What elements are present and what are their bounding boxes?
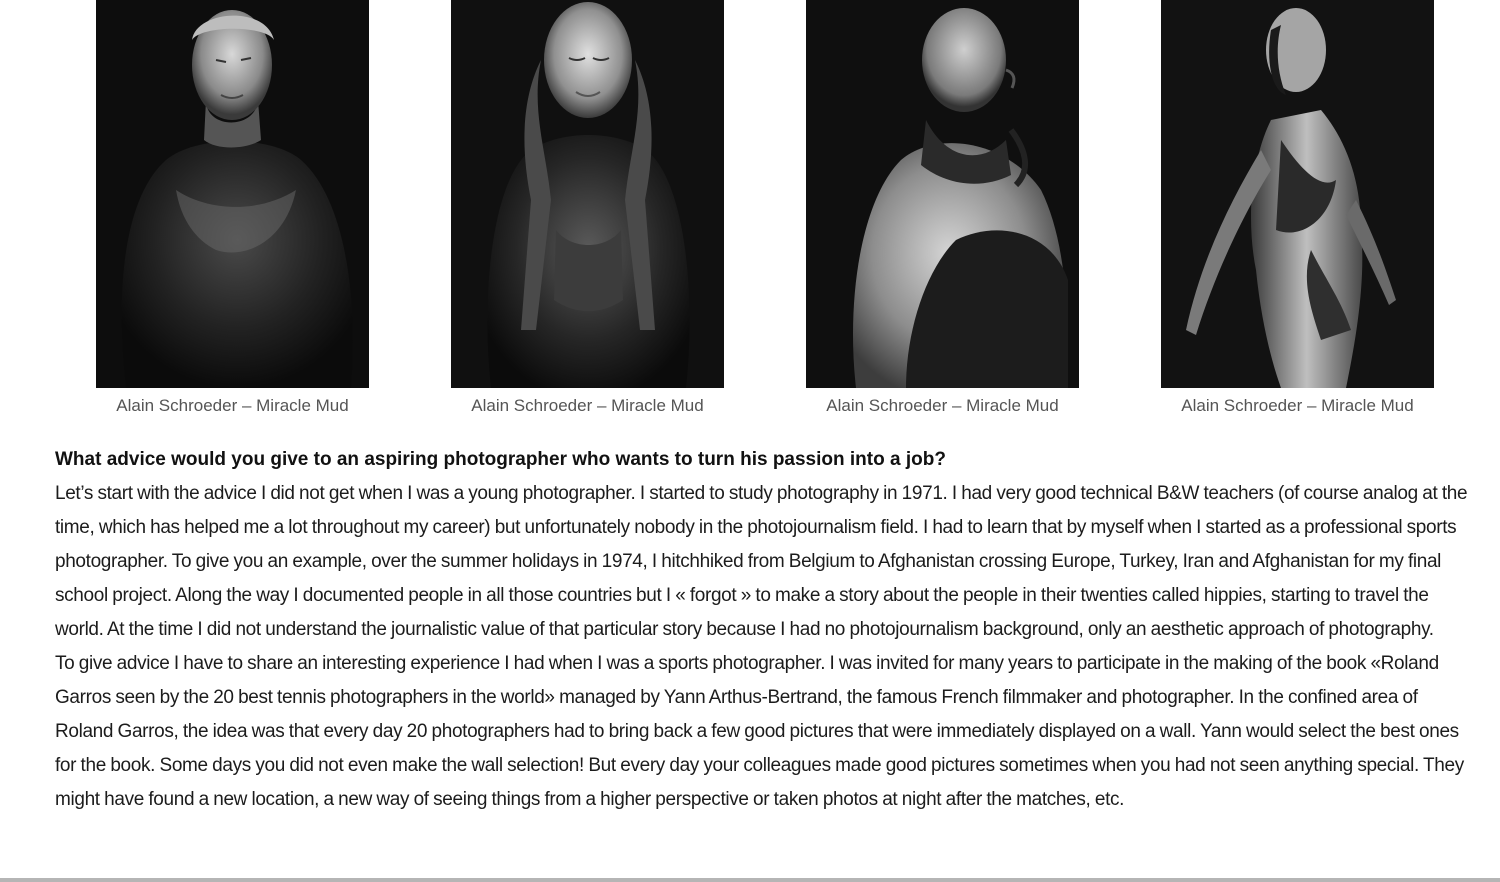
page-bottom-divider xyxy=(0,878,1500,882)
interview-body xyxy=(55,443,1475,817)
photo-elderly-woman-image xyxy=(96,0,369,388)
interview-question: What advice would you give to an aspiring photographer who wants to turn his passion into a job? xyxy=(55,449,946,470)
photo-caption: Alain Schroeder – Miracle Mud xyxy=(826,396,1059,415)
gallery-photo-1[interactable] xyxy=(96,0,369,388)
gallery-photo-4[interactable] xyxy=(1161,0,1434,388)
gallery-photo-3[interactable] xyxy=(806,0,1079,388)
gallery-figure xyxy=(96,0,369,415)
photo-man-back-view-image xyxy=(806,0,1079,388)
gallery-figure xyxy=(451,0,724,415)
gallery-figure xyxy=(806,0,1079,415)
photo-man-hands-on-face-image xyxy=(451,0,724,388)
gallery-figure xyxy=(1161,0,1434,415)
photo-caption: Alain Schroeder – Miracle Mud xyxy=(1181,396,1414,415)
photo-caption: Alain Schroeder – Miracle Mud xyxy=(116,396,349,415)
gallery-photo-2[interactable] xyxy=(451,0,724,388)
photo-gallery xyxy=(0,0,1500,420)
photo-caption: Alain Schroeder – Miracle Mud xyxy=(471,396,704,415)
answer-paragraph-1: Let’s start with the advice I did not get when I was a young photographer. I started to study photography in 1971. I had very good technical B&W teachers (of course analog at the time, which has helped me a lot throughout my career) but unfortunately nobody in the photojournalism field. I had to learn that by myself when I started as a professional sports photographer. To give you an example, over the summer holidays in 1974, I hitchhiked from Belgium to Afghanistan crossing Europe, Turkey, Iran and Afghanistan for my final school project. Along the way I documented people in all those countries but I « forgot » to make a story about the people in their twenties called hippies, starting to travel the world. At the time I did not understand the journalistic value of that particular story because I had no photojournalism background, only an aesthetic approach of photography. xyxy=(55,483,1468,640)
answer-paragraph-2: To give advice I have to share an interesting experience I had when I was a sports photographer. I was invited for many years to participate in the making of the book «Roland Garros seen by the 20 best tennis photographers in the world» managed by Yann Arthus-Bertrand, the famous French filmmaker and photographer. In the confined area of Roland Garros, the idea was that every day 20 photographers had to bring back a few good pictures that were immediately displayed on a wall. Yann would select the best ones for the book. Some days you did not even make the wall selection! But every day your colleagues made good pictures sometimes when you had not seen anything special. They might have found a new location, a new way of seeing things from a higher perspective or taken photos at night after the matches, etc. xyxy=(55,653,1464,810)
photo-man-profile-image xyxy=(1161,0,1434,388)
